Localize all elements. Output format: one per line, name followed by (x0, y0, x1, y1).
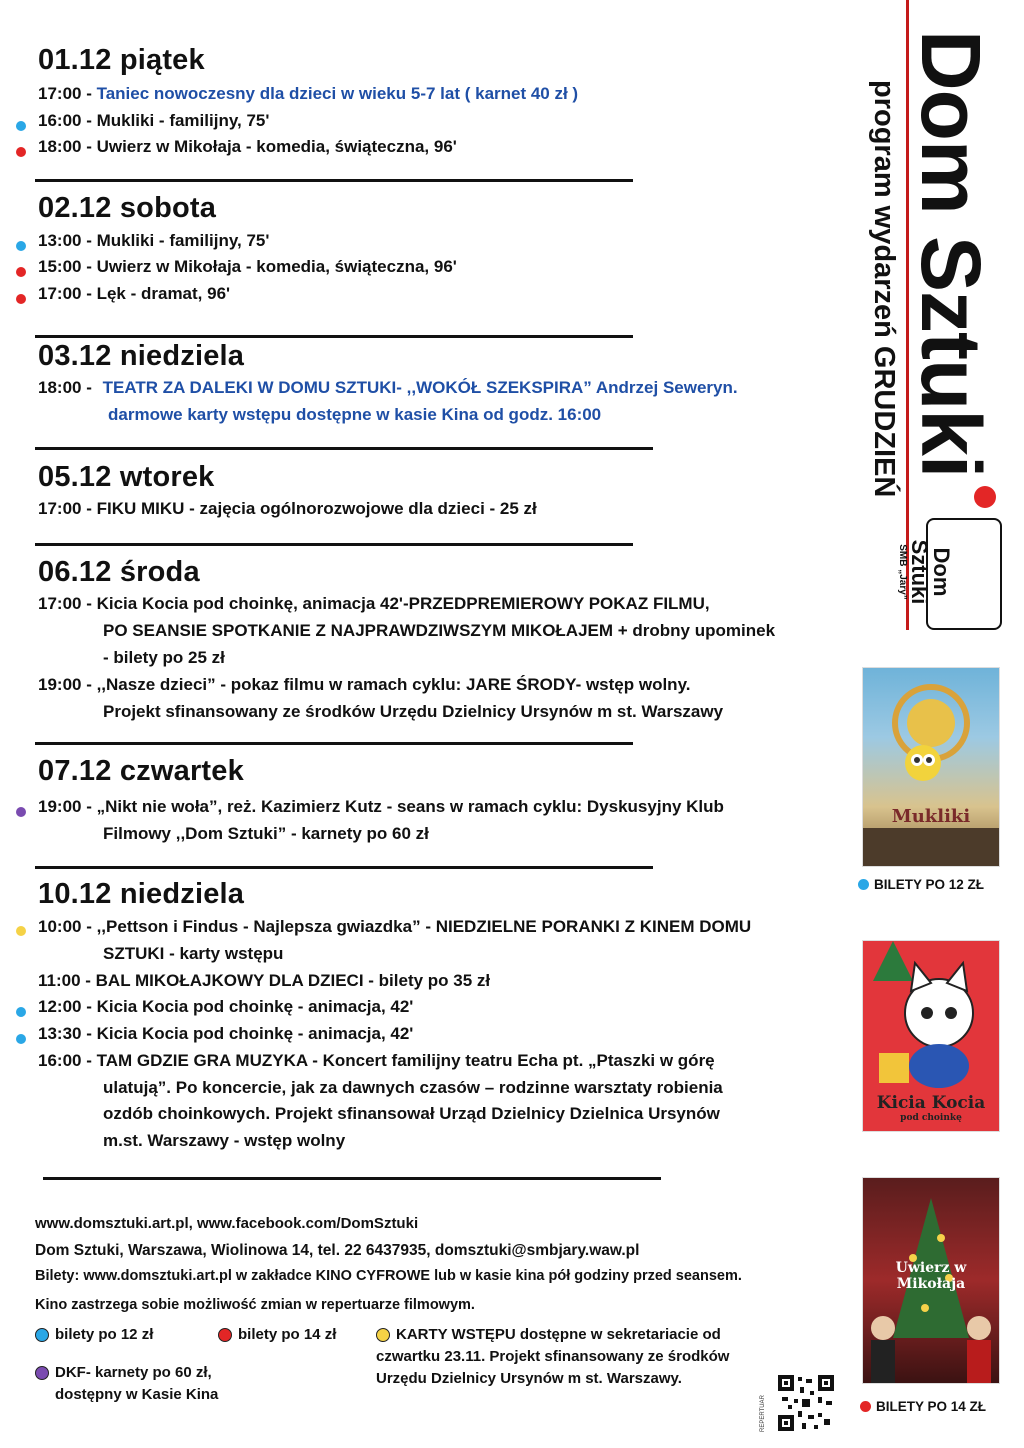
legend-blue (35, 1324, 153, 1346)
qr-label: REPERTUAR (760, 1395, 766, 1432)
blue-dot-icon (16, 1007, 26, 1017)
event-continuation: Filmowy ,,Dom Sztuki” - karnety po 60 zł (103, 824, 429, 843)
event-line: 10:00 - ,,Pettson i Findus - Najlepsza gwiazdka” - NIEDZIELNE PORANKI Z KINEM DOMU (38, 917, 752, 936)
footer-address: Dom Sztuki, Warszawa, Wiolinowa 14, tel. 22 6437935, domsztuki@smbjary.waw.pl (35, 1242, 640, 1259)
legend-text: KARTY WSTĘPU dostępne w sekretariacie od (396, 1326, 721, 1343)
purple-dot-icon (35, 1366, 49, 1380)
poster-uwierz-w-mikolaja[interactable] (862, 1177, 1000, 1384)
brand-subtitle-text: program wydarzeń GRUDZIEŃ (868, 80, 900, 498)
poster-tag-text: BILETY PO 12 ZŁ (874, 877, 985, 892)
event-line: 17:00 - Lęk - dramat, 96' (38, 284, 231, 303)
event-line: 18:00 - Uwierz w Mikołaja - komedia, świąteczna, 96' (38, 137, 457, 156)
legend-text: dostępny w Kasie Kina (55, 1386, 219, 1403)
event-line: 11:00 - BAL MIKOŁAJKOWY DLA DZIECI - bilety po 35 zł (38, 971, 491, 990)
event-time: 17:00 - (38, 84, 97, 103)
event-continuation: Projekt sfinansowany ze środków Urzędu Dzielnicy Ursynów m st. Warszawy (103, 702, 724, 721)
blue-dot-icon (35, 1328, 49, 1342)
legend-yellow (376, 1324, 729, 1390)
event-continuation: m.st. Warszawy - wstęp wolny (103, 1131, 346, 1150)
event-continuation: SZTUKI - karty wstępu (103, 944, 284, 963)
red-dot-icon (16, 294, 26, 304)
blue-dot-icon (16, 1034, 26, 1044)
divider (35, 866, 653, 869)
footer-tickets: Bilety: www.domsztuki.art.pl w zakładce KINO CYFROWE lub w kasie kina pół godziny przed seansem. (35, 1268, 742, 1284)
legend-text: bilety po 14 zł (238, 1326, 337, 1343)
day-title: 01.12 piątek (38, 44, 205, 76)
day-title: 05.12 wtorek (38, 461, 215, 493)
event-line: 16:00 - TAM GDZIE GRA MUZYKA - Koncert familijny teatru Echa pt. „Ptaszki w górę (38, 1051, 715, 1070)
logo-line-2: Sztuki (907, 539, 932, 605)
blue-dot-icon (858, 879, 869, 890)
footer-links[interactable]: www.domsztuki.art.pl, www.facebook.com/DomSztuki (35, 1215, 419, 1232)
legend-purple (35, 1362, 218, 1406)
event-line: 15:00 - Uwierz w Mikołaja - komedia, świąteczna, 96' (38, 257, 457, 276)
legend-text: czwartku 23.11. Projekt sfinansowany ze środków (376, 1348, 730, 1365)
event-continuation: PO SEANSIE SPOTKANIE Z NAJPRAWDZIWSZYM MIKOŁAJEM + drobny upominek (103, 621, 776, 640)
day-title: 02.12 sobota (38, 192, 217, 224)
logo-line-3: SMB „Jary” (897, 544, 908, 600)
poster-title: Mukliki (891, 806, 971, 827)
event-link[interactable]: Taniec nowoczesny dla dzieci w wieku 5-7 lat ( karnet 40 zł ) (96, 84, 579, 103)
blue-dot-icon (16, 121, 26, 131)
poster-title: Uwierz w Mikołaja (895, 1260, 967, 1292)
divider (35, 447, 653, 450)
divider (35, 543, 633, 546)
event-line: 17:00 - Kicia Kocia pod choinkę, animacja 42'-PRZEDPREMIEROWY POKAZ FILMU, (38, 594, 710, 613)
divider (35, 335, 633, 338)
yellow-dot-icon (376, 1328, 390, 1342)
event-line: 19:00 - „Nikt nie woła”, reż. Kazimierz Kutz - seans w ramach cyklu: Dyskusyjny Klub (38, 797, 724, 816)
qr-code-icon[interactable] (778, 1375, 834, 1431)
red-dot-icon (860, 1401, 871, 1412)
brand-title-text: Dom Sztuki (904, 30, 998, 478)
logo (897, 518, 1002, 630)
event-link[interactable]: TEATR ZA DALEKI W DOMU SZTUKI- ,,WOKÓŁ SZEKSPIRA” Andrzej Seweryn. (102, 378, 738, 397)
poster-mukliki-art (863, 668, 999, 866)
purple-dot-icon (16, 807, 26, 817)
brand-red-dot-icon (974, 486, 996, 508)
brand-title (905, 30, 997, 530)
divider (35, 742, 633, 745)
event-continuation: ozdób choinkowych. Projekt sfinansował Urząd Dzielnicy Dzielnica Ursynów (103, 1104, 720, 1123)
legend-text: DKF- karnety po 60 zł, (55, 1364, 212, 1381)
poster-tag (860, 1399, 986, 1414)
event-time: 18:00 - (38, 378, 97, 397)
legend-text: Urzędu Dzielnicy Ursynów m st. Warszawy. (376, 1370, 682, 1387)
poster-mukliki[interactable] (862, 667, 1000, 867)
poster-tag (858, 877, 984, 892)
event-line: 17:00 - FIKU MIKU - zajęcia ogólnorozwojowe dla dzieci - 25 zł (38, 499, 537, 518)
poster-subtitle: pod choinkę (900, 1113, 962, 1123)
event-line: 19:00 - ,,Nasze dzieci” - pokaz filmu w ramach cyklu: JARE ŚRODY- wstęp wolny. (38, 675, 691, 694)
event-continuation: darmowe karty wstępu dostępne w kasie Kina od godz. 16:00 (108, 405, 602, 424)
legend-text: bilety po 12 zł (55, 1326, 154, 1343)
divider (43, 1177, 661, 1180)
event-line: 16:00 - Mukliki - familijny, 75' (38, 111, 270, 130)
event-line (38, 81, 578, 108)
red-dot-icon (16, 267, 26, 277)
footer-disclaimer: Kino zastrzega sobie możliwość zmian w repertuarze filmowym. (35, 1297, 475, 1313)
blue-dot-icon (16, 241, 26, 251)
red-dot-icon (218, 1328, 232, 1342)
day-title: 03.12 niedziela (38, 340, 245, 372)
brand-subtitle (865, 80, 905, 580)
poster-kicia-kocia[interactable] (862, 940, 1000, 1132)
yellow-dot-icon (16, 926, 26, 936)
event-line: 12:00 - Kicia Kocia pod choinkę - animacja, 42' (38, 997, 414, 1016)
day-title: 07.12 czwartek (38, 755, 244, 787)
divider (35, 179, 633, 182)
poster-tag-text: BILETY PO 14 ZŁ (876, 1399, 987, 1414)
event-continuation: ulatują”. Po koncercie, jak za dawnych czasów – rodzinne warsztaty robienia (103, 1078, 723, 1097)
event-continuation: - bilety po 25 zł (103, 648, 225, 667)
red-dot-icon (16, 147, 26, 157)
event-line: 13:00 - Mukliki - familijny, 75' (38, 231, 270, 250)
day-title: 06.12 środa (38, 556, 200, 588)
day-title: 10.12 niedziela (38, 878, 245, 910)
event-line (38, 375, 738, 402)
poster-title: Kicia Kocia (876, 1093, 986, 1113)
legend-red (218, 1324, 336, 1346)
logo-line-1: Dom (929, 547, 954, 597)
event-line: 13:30 - Kicia Kocia pod choinkę - animacja, 42' (38, 1024, 414, 1043)
